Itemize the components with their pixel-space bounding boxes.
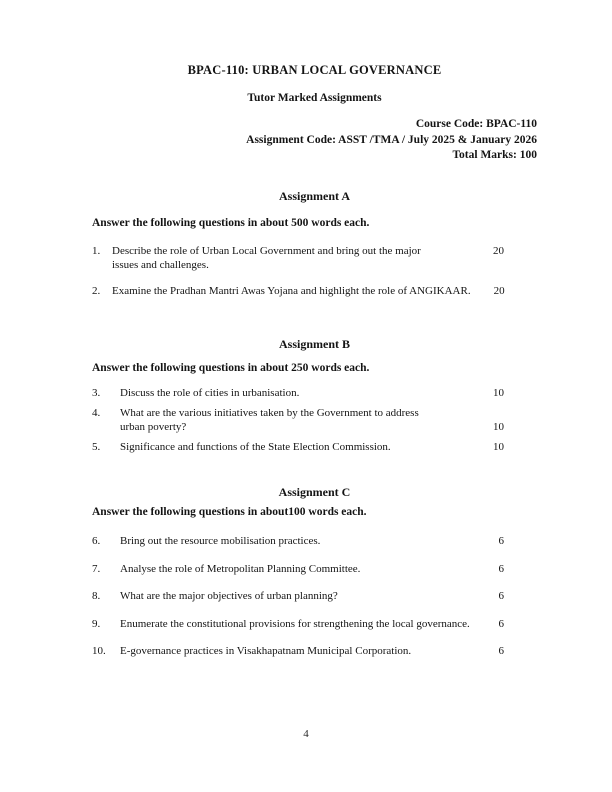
section-heading: Assignment C xyxy=(278,485,351,499)
question-marks: 6 xyxy=(498,535,504,547)
question-number: 2. xyxy=(92,284,101,297)
question-text-line: Examine the Pradhan Mantri Awas Yojana and highlight the role of ANGIKAAR. xyxy=(112,284,471,297)
question-marks: 10 xyxy=(493,387,504,399)
question-text xyxy=(120,386,470,401)
question-marks: 6 xyxy=(498,562,504,575)
question-text-line: What are the major objectives of urban planning? xyxy=(120,590,338,602)
question-row xyxy=(92,244,504,273)
question-row xyxy=(92,617,504,632)
question-number: 6. xyxy=(92,535,101,547)
section-assignment-b xyxy=(92,336,537,454)
section-assignment-a xyxy=(92,188,537,299)
question-text xyxy=(120,406,470,435)
question-marks: 6 xyxy=(498,590,504,602)
section-assignment-c xyxy=(92,484,537,659)
question-text xyxy=(120,589,470,604)
question-text xyxy=(120,644,470,659)
question-row xyxy=(92,644,504,659)
question-text xyxy=(112,284,471,299)
question-text xyxy=(120,617,470,632)
question-number: 8. xyxy=(92,590,101,602)
question-number: 3. xyxy=(92,387,101,399)
section-heading: Assignment A xyxy=(278,188,350,203)
question-marks: 10 xyxy=(493,440,504,453)
question-marks: 6 xyxy=(498,645,504,657)
question-text-line: Significance and functions of the State Election Commission. xyxy=(120,440,391,453)
question-number: 9. xyxy=(92,617,101,630)
page-title: BPAC-110: URBAN LOCAL GOVERNANCE xyxy=(187,63,442,77)
question-row xyxy=(92,386,504,401)
question-text-line: E-governance practices in Visakhapatnam Municipal Corporation. xyxy=(120,645,412,657)
question-number: 7. xyxy=(92,562,101,575)
question-text-line: issues and challenges. xyxy=(112,259,209,271)
question-marks: 10 xyxy=(493,421,504,433)
question-text-line: Bring out the resource mobilisation practices. xyxy=(120,535,321,547)
question-text-line: Describe the role of Urban Local Government and bring out the major xyxy=(112,244,421,257)
question-text xyxy=(120,534,470,549)
question-text-line: What are the various initiatives taken by the Government to address xyxy=(120,406,419,419)
document-content xyxy=(92,62,537,659)
section-instruction: Answer the following questions in about 500 words each. xyxy=(92,216,370,229)
question-marks: 20 xyxy=(493,244,504,257)
question-number: 1. xyxy=(92,244,101,257)
section-instruction: Answer the following questions in about100 words each. xyxy=(92,506,367,518)
meta-block xyxy=(92,117,537,164)
question-text-line: Analyse the role of Metropolitan Planning Committee. xyxy=(120,562,361,575)
question-text xyxy=(112,244,470,273)
document-subtitle: Tutor Marked Assignments xyxy=(247,92,382,104)
question-row xyxy=(92,284,504,299)
question-row xyxy=(92,589,504,604)
page-number: 4 xyxy=(303,728,309,740)
question-text-line: urban poverty? xyxy=(120,421,187,433)
question-number: 5. xyxy=(92,440,101,453)
question-row xyxy=(92,562,504,577)
question-list xyxy=(92,244,537,299)
question-list xyxy=(92,534,537,659)
question-text-line: Discuss the role of cities in urbanisation. xyxy=(120,387,300,399)
question-marks: 20 xyxy=(493,284,505,297)
meta-total-marks: Total Marks: 100 xyxy=(452,149,537,161)
question-list xyxy=(92,386,537,454)
question-text-line: Enumerate the constitutional provisions for strengthening the local governance. xyxy=(120,617,470,630)
question-text xyxy=(120,562,470,577)
meta-course-code: Course Code: BPAC-110 xyxy=(415,118,537,130)
question-number: 4. xyxy=(92,406,101,419)
question-number: 10. xyxy=(92,645,106,657)
question-row xyxy=(92,406,504,435)
section-instruction: Answer the following questions in about 250 words each. xyxy=(92,362,370,374)
question-text xyxy=(120,440,470,455)
question-row xyxy=(92,534,504,549)
meta-assignment-code: Assignment Code: ASST /TMA / July 2025 & January 2026 xyxy=(246,133,537,146)
question-row xyxy=(92,440,504,455)
section-heading: Assignment B xyxy=(278,337,350,351)
question-marks: 6 xyxy=(498,617,504,630)
